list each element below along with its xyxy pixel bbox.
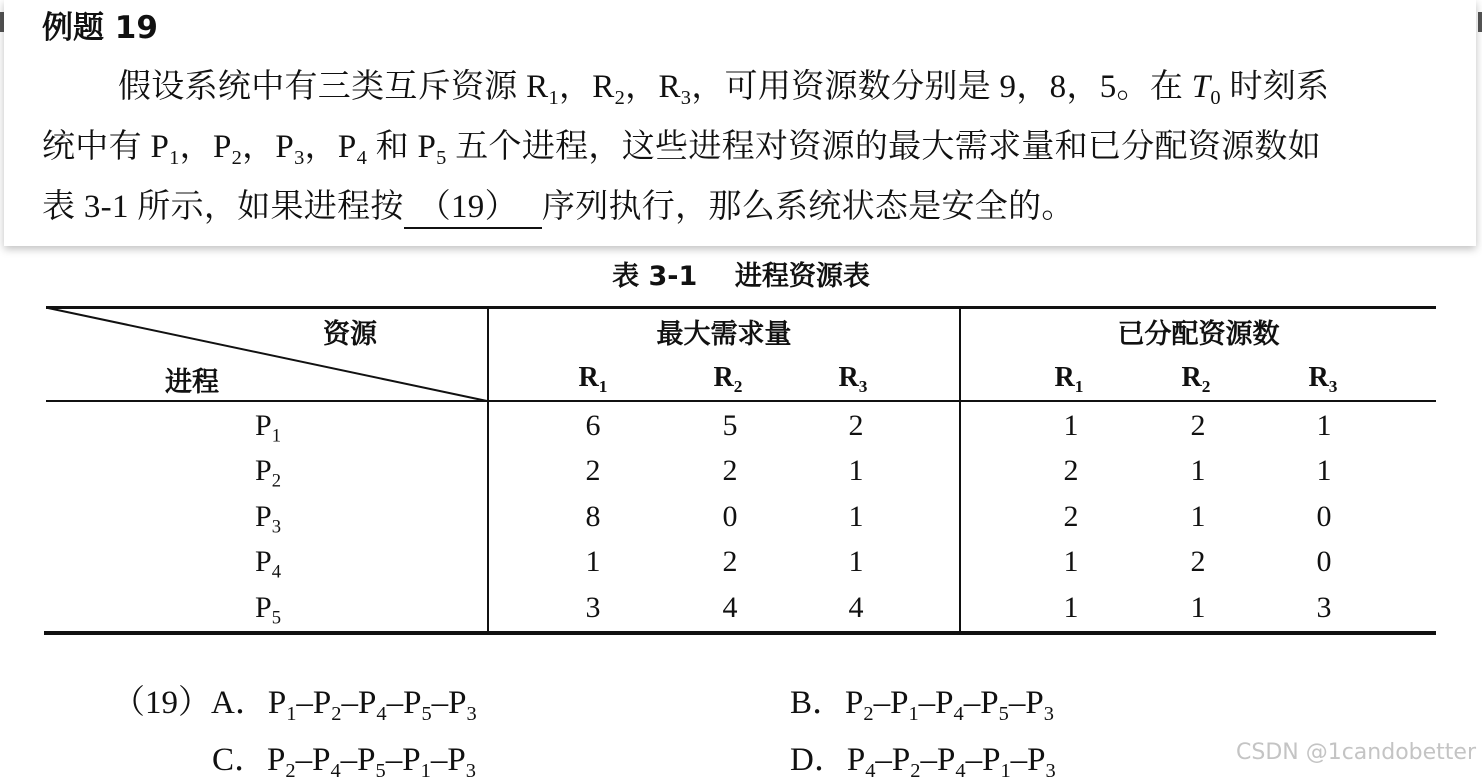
- process-p3: [238, 500, 298, 538]
- sub: 1: [548, 87, 559, 110]
- option-a: [112, 676, 477, 726]
- option-label: D．: [790, 742, 847, 778]
- text: –: [875, 742, 892, 778]
- text: ，P: [242, 129, 295, 165]
- max-r3-p1: 2: [848, 409, 864, 442]
- sub: 2: [271, 470, 281, 492]
- max-r3-p5: 4: [848, 591, 864, 624]
- text: P: [357, 742, 376, 778]
- alloc-r1-p5: 1: [1063, 591, 1079, 624]
- sub: 5: [271, 607, 281, 629]
- sub: 1: [598, 377, 608, 397]
- text: 假设系统中有三类互斥资源 R: [118, 69, 549, 105]
- max-r2-p1: 5: [722, 409, 738, 442]
- text: P: [890, 685, 909, 721]
- alloc-r2-p4: 2: [1190, 545, 1206, 578]
- text: ，可用资源数分别是 9，8，5。在: [691, 69, 1192, 105]
- alloc-r2-p5: 1: [1190, 591, 1206, 624]
- text: P: [267, 685, 287, 721]
- text: R: [1181, 362, 1202, 393]
- text: P: [1025, 685, 1044, 721]
- corner-diagonal: [46, 306, 489, 402]
- alloc-r2-p3: 1: [1190, 500, 1206, 533]
- sub: 3: [1328, 377, 1338, 397]
- text: –: [431, 685, 449, 721]
- text: 时刻系: [1220, 69, 1330, 105]
- max-r3-p4: 1: [848, 545, 864, 578]
- right-edge-mark: [1478, 12, 1482, 32]
- alloc-r3-p1: 1: [1316, 409, 1332, 442]
- t-symbol: T: [1191, 69, 1211, 105]
- text: –: [296, 685, 313, 721]
- text: –: [430, 742, 448, 778]
- question-number: （19）: [112, 685, 211, 721]
- group-alloc-label: 已分配资源数: [1117, 319, 1280, 350]
- max-r2-p3: 0: [722, 500, 738, 533]
- corner-bottom-label: 进程: [165, 367, 219, 398]
- max-r1-p2: 2: [585, 454, 601, 487]
- alloc-r3-p2: 1: [1316, 454, 1332, 487]
- max-r1-p3: 8: [585, 500, 601, 533]
- text: P: [845, 685, 864, 721]
- text: 和 P: [367, 129, 437, 165]
- text: R: [713, 362, 734, 393]
- text: ，P: [304, 129, 357, 165]
- sub: 1: [286, 703, 297, 726]
- sub: 5: [421, 703, 432, 726]
- paragraph-line-3: [42, 180, 1075, 229]
- alloc-r2-p1: 2: [1190, 409, 1206, 442]
- sub: 2: [231, 147, 243, 170]
- text: R: [838, 362, 859, 393]
- sub: 0: [1210, 87, 1221, 110]
- alloc-r1-p1: 1: [1063, 409, 1079, 442]
- option-b: [790, 676, 1054, 726]
- text: 序列执行，那么系统状态是安全的。: [541, 189, 1075, 225]
- resource-header-alloc-r3: [1293, 362, 1353, 397]
- text: P: [255, 591, 272, 624]
- sub: 4: [955, 760, 966, 782]
- max-r2-p4: 2: [722, 545, 738, 578]
- resource-header-max-r1: [563, 362, 623, 397]
- sub: 2: [331, 703, 342, 726]
- option-d: [790, 733, 1056, 780]
- text: P: [448, 685, 467, 721]
- resource-header-max-r3: [823, 362, 883, 397]
- alloc-r1-p2: 2: [1063, 454, 1079, 487]
- sub: 3: [1043, 703, 1054, 726]
- sub: 2: [733, 377, 743, 397]
- max-r3-p3: 1: [848, 500, 864, 533]
- text: P: [846, 742, 866, 778]
- sub: 1: [169, 147, 180, 170]
- text: P: [255, 409, 272, 442]
- sub: 3: [680, 87, 692, 110]
- text: P: [982, 742, 1001, 778]
- text: –: [386, 685, 404, 721]
- sub: 2: [910, 760, 921, 782]
- text: –: [918, 685, 936, 721]
- resource-header-alloc-r2: [1166, 362, 1226, 397]
- sub: 3: [271, 516, 281, 538]
- sub: 3: [294, 147, 305, 170]
- sub: 2: [614, 87, 626, 110]
- text: 统中有 P: [42, 129, 170, 165]
- sub: 4: [865, 760, 876, 782]
- text: P: [267, 742, 286, 778]
- text: P: [312, 742, 331, 778]
- resource-header-alloc-r1: [1039, 362, 1099, 397]
- sub: 3: [1045, 760, 1056, 782]
- text: –: [1008, 685, 1026, 721]
- alloc-r1-p3: 2: [1063, 500, 1079, 533]
- text: ，R: [625, 69, 681, 105]
- alloc-r1-p4: 1: [1063, 545, 1079, 578]
- sub: 4: [330, 760, 341, 782]
- example-title: 例题 19: [42, 10, 158, 46]
- alloc-r3-p3: 0: [1316, 500, 1332, 533]
- option-c: [212, 733, 476, 780]
- paragraph-line-1: [118, 60, 1330, 110]
- option-label: B．: [790, 685, 846, 721]
- option-label: A．: [211, 685, 268, 721]
- watermark: CSDN @1candobetter: [1236, 740, 1476, 765]
- process-p4: [238, 545, 298, 583]
- sub: 2: [1201, 377, 1211, 397]
- text: –: [1010, 742, 1028, 778]
- text: P: [980, 685, 999, 721]
- text: –: [920, 742, 937, 778]
- max-r1-p4: 1: [585, 545, 601, 578]
- text: P: [891, 742, 911, 778]
- alloc-r2-p2: 1: [1190, 454, 1206, 487]
- sub: 5: [375, 760, 386, 782]
- text: ，P: [179, 129, 232, 165]
- sub: 3: [858, 377, 868, 397]
- process-p5: [238, 591, 298, 629]
- max-r1-p5: 3: [585, 591, 601, 624]
- text: P: [403, 685, 422, 721]
- max-r3-p2: 1: [848, 454, 864, 487]
- resource-header-max-r2: [698, 362, 758, 397]
- text: –: [385, 742, 403, 778]
- table-caption: 表 3-1 进程资源表: [612, 261, 870, 292]
- text: P: [255, 454, 272, 487]
- max-r2-p5: 4: [722, 591, 738, 624]
- paragraph-line-2: [42, 120, 1322, 170]
- text: P: [447, 742, 466, 778]
- text: ，R: [559, 69, 615, 105]
- text: 五个进程，这些进程对资源的最大需求量和已分配资源数如: [446, 129, 1322, 165]
- sub: 1: [1074, 377, 1084, 397]
- group-max-label: 最大需求量: [656, 319, 792, 350]
- max-r1-p1: 6: [585, 409, 601, 442]
- text: –: [963, 685, 981, 721]
- sub: 4: [271, 561, 281, 583]
- corner-top-label: 资源: [323, 319, 377, 350]
- text: P: [358, 685, 377, 721]
- process-p1: [238, 409, 298, 447]
- text: P: [255, 545, 272, 578]
- table-bottom-rule: [44, 631, 1436, 635]
- sub: 1: [420, 760, 431, 782]
- text: P: [312, 685, 332, 721]
- sub: 1: [271, 425, 281, 447]
- sub: 1: [908, 703, 919, 726]
- text: R: [578, 362, 599, 393]
- text: –: [340, 742, 358, 778]
- sub: 5: [998, 703, 1009, 726]
- text: P: [937, 742, 956, 778]
- sub: 2: [285, 760, 296, 782]
- process-p2: [238, 454, 298, 492]
- text: –: [295, 742, 313, 778]
- sub: 4: [953, 703, 964, 726]
- max-r2-p2: 2: [722, 454, 738, 487]
- sub: 1: [1000, 760, 1011, 782]
- text: P: [402, 742, 421, 778]
- sub: 2: [863, 703, 874, 726]
- alloc-r3-p5: 3: [1316, 591, 1332, 624]
- text: 表 3-1 所示，如果进程按: [42, 189, 404, 225]
- text: P: [255, 500, 272, 533]
- text: R: [1054, 362, 1075, 393]
- sub: 4: [356, 147, 368, 170]
- option-label: C．: [212, 742, 268, 778]
- sub: 4: [376, 703, 387, 726]
- text: –: [341, 685, 358, 721]
- text: R: [1308, 362, 1329, 393]
- text: P: [1027, 742, 1046, 778]
- column-divider-2: [959, 306, 961, 633]
- diagonal-line: [48, 308, 487, 401]
- sub: 3: [466, 703, 477, 726]
- text: –: [873, 685, 891, 721]
- sub: 5: [436, 147, 447, 170]
- alloc-r3-p4: 0: [1316, 545, 1332, 578]
- answer-blank: （19）: [404, 180, 542, 229]
- text: P: [935, 685, 954, 721]
- sub: 3: [465, 760, 476, 782]
- text: –: [965, 742, 983, 778]
